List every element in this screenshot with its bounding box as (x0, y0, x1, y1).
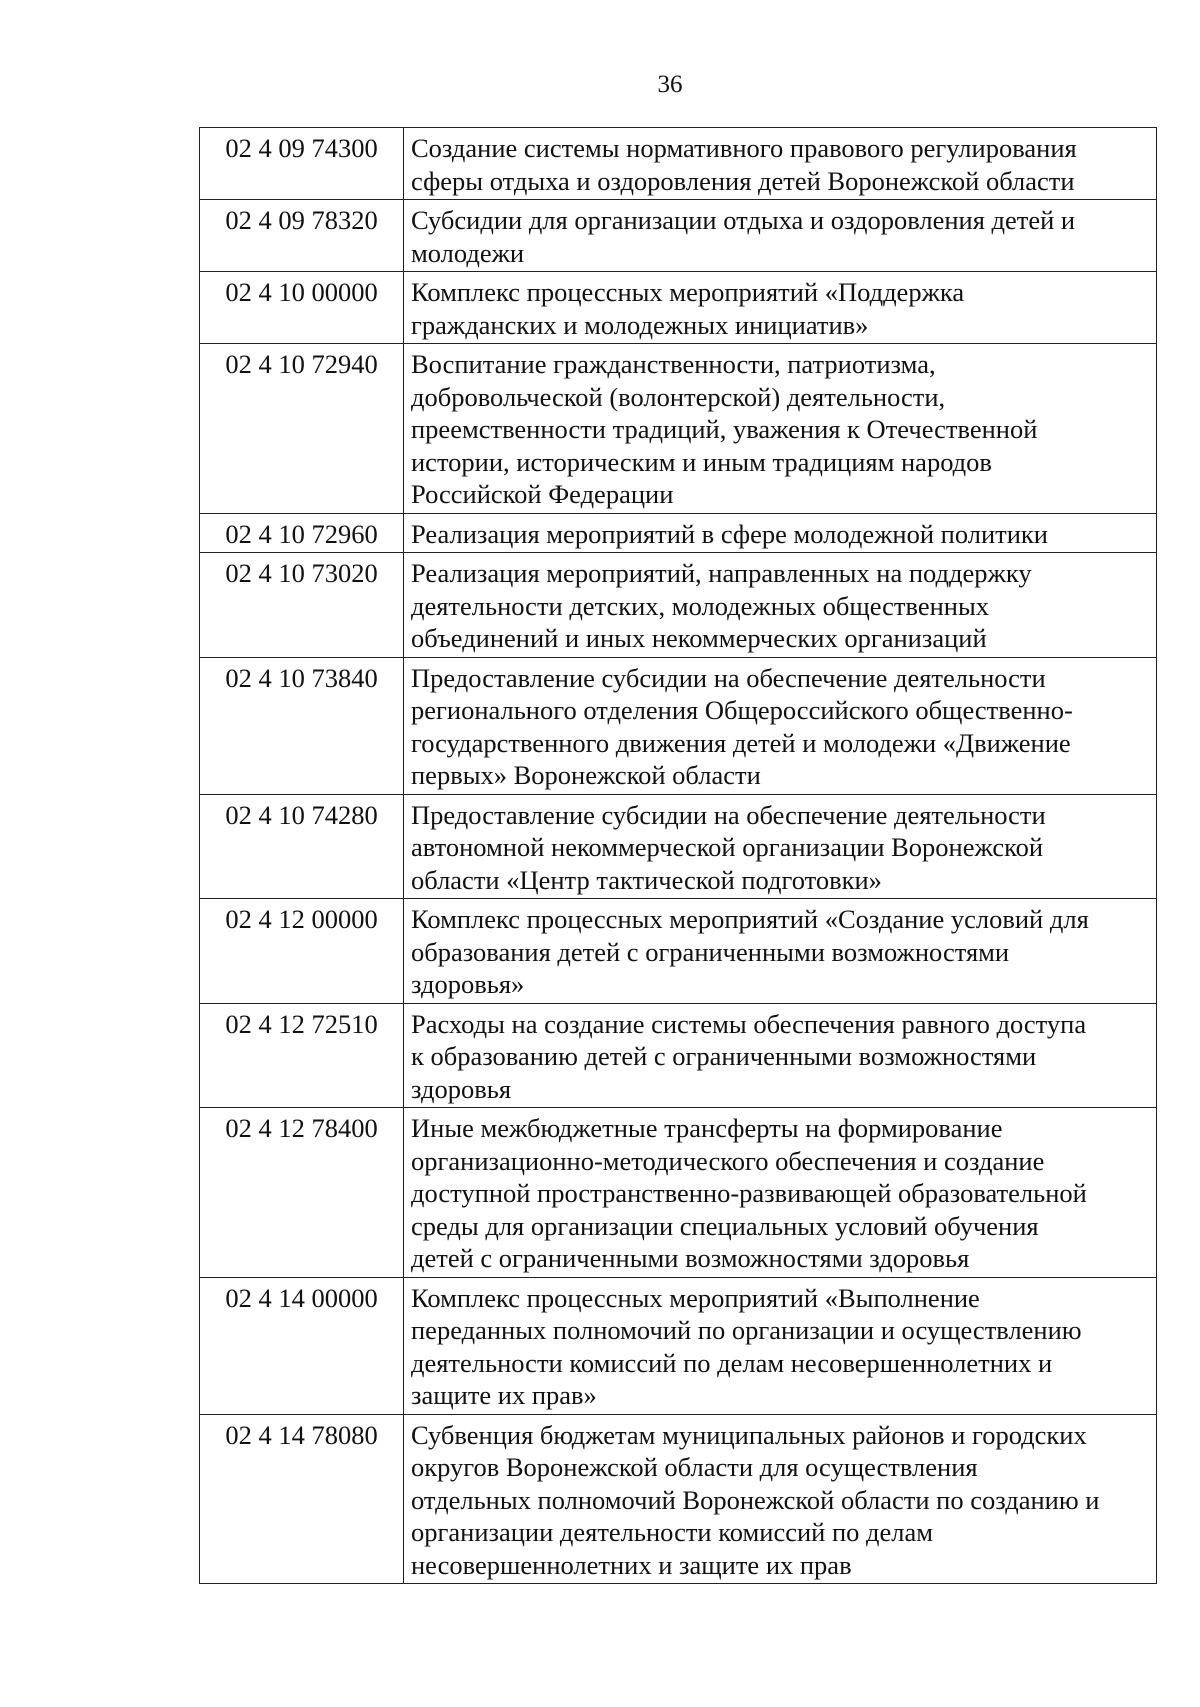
description-line: государственного движения детей и молодежи «Движение (411, 727, 1071, 758)
table-row (200, 513, 1157, 553)
description-line: округов Воронежской области для осуществления (411, 1452, 978, 1482)
row-code: 02 4 10 74280 (200, 794, 404, 899)
description-line: Комплекс процессных мероприятий «Выполнение (411, 1282, 980, 1313)
description-line: детей с ограниченными возможностями здоровья (411, 1243, 970, 1273)
description-line: истории, историческим и иным традициям народов (411, 446, 992, 477)
description-line: автономной некоммерческой организации Воронежской (411, 832, 1044, 862)
table-row (200, 1003, 1157, 1108)
description-line: Реализация мероприятий в сфере молодежной политики (411, 518, 1048, 549)
row-description (404, 794, 1157, 899)
description-line: образования детей с ограниченными возможностями (411, 936, 1010, 967)
table-row (200, 1414, 1157, 1584)
description-line: добровольческой (волонтерской) деятельности, (411, 381, 946, 412)
table-row (200, 344, 1157, 514)
table-row (200, 553, 1157, 658)
budget-classification-table (199, 127, 1157, 1584)
description-line: области «Центр тактической подготовки» (411, 864, 882, 895)
row-description (404, 200, 1157, 272)
description-line: сферы отдыха и оздоровления детей Воронежской области (411, 165, 1075, 196)
description-line: Предоставление субсидии на обеспечение деятельности (411, 799, 1046, 830)
description-line: среды для организации специальных условий обучения (411, 1210, 1039, 1241)
description-line: Российской Федерации (411, 479, 674, 509)
description-line: доступной пространственно-развивающей образовательной (411, 1178, 1087, 1208)
row-code: 02 4 10 73020 (200, 553, 404, 658)
description-line: гражданских и молодежных инициатив» (411, 309, 869, 340)
row-description (404, 272, 1157, 344)
description-line: здоровья (411, 1073, 512, 1104)
description-line: отдельных полномочий Воронежской области по созданию и (411, 1484, 1100, 1515)
row-description (404, 657, 1157, 794)
row-description (404, 553, 1157, 658)
description-line: Иные межбюджетные трансферты на формирование (411, 1113, 1003, 1143)
row-description (404, 1003, 1157, 1108)
description-line: Воспитание гражданственности, патриотизма, (411, 349, 936, 379)
description-line: Предоставление субсидии на обеспечение деятельности (411, 662, 1046, 693)
table-row (200, 794, 1157, 899)
description-line: переданных полномочий по организации и осуществлению (411, 1315, 1082, 1345)
description-line: регионального отделения Общероссийского общественно- (411, 695, 1073, 725)
table-row (200, 1277, 1157, 1414)
row-code: 02 4 12 00000 (200, 899, 404, 1004)
table-row (200, 272, 1157, 344)
description-line: деятельности детских, молодежных общественных (411, 590, 990, 621)
description-line: организации деятельности комиссий по делам (411, 1517, 934, 1547)
description-line: Создание системы нормативного правового регулирования (411, 133, 1077, 163)
table-row (200, 1108, 1157, 1278)
description-line: защите их прав» (411, 1380, 597, 1410)
row-code: 02 4 10 72960 (200, 513, 404, 553)
row-code: 02 4 12 78400 (200, 1108, 404, 1278)
table-row (200, 200, 1157, 272)
row-description (404, 899, 1157, 1004)
description-line: к образованию детей с ограниченными возможностями (411, 1041, 1037, 1071)
row-description (404, 344, 1157, 514)
table-row (200, 899, 1157, 1004)
description-line: несовершеннолетних и защите их прав (411, 1549, 852, 1580)
row-code: 02 4 10 73840 (200, 657, 404, 794)
row-code: 02 4 09 78320 (200, 200, 404, 272)
description-line: организационно-методического обеспечения и создание (411, 1145, 1045, 1176)
description-line: здоровья» (411, 969, 525, 999)
description-line: Субсидии для организации отдыха и оздоровления детей и (411, 205, 1076, 235)
row-description (404, 1277, 1157, 1414)
description-line: Субвенция бюджетам муниципальных районов и городских (411, 1419, 1087, 1450)
description-line: молодежи (411, 237, 525, 268)
row-description (404, 1108, 1157, 1278)
description-line: деятельности комиссий по делам несовершеннолетних и (411, 1347, 1053, 1378)
description-line: Комплекс процессных мероприятий «Создание условий для (411, 904, 1089, 934)
row-code: 02 4 14 78080 (200, 1414, 404, 1584)
row-code: 02 4 10 00000 (200, 272, 404, 344)
row-description (404, 1414, 1157, 1584)
description-line: Комплекс процессных мероприятий «Поддержка (411, 277, 965, 307)
description-line: Расходы на создание системы обеспечения равного доступа (411, 1008, 1087, 1039)
table-body (200, 128, 1157, 1584)
description-line: преемственности традиций, уважения к Отечественной (411, 414, 1038, 444)
row-description (404, 513, 1157, 553)
page-number: 36 (657, 71, 683, 98)
description-line: Реализация мероприятий, направленных на поддержку (411, 558, 1032, 588)
row-code: 02 4 14 00000 (200, 1277, 404, 1414)
description-line: первых» Воронежской области (411, 760, 761, 790)
row-code: 02 4 09 74300 (200, 128, 404, 200)
table-row (200, 128, 1157, 200)
table-row (200, 657, 1157, 794)
row-code: 02 4 10 72940 (200, 344, 404, 514)
row-code: 02 4 12 72510 (200, 1003, 404, 1108)
description-line: объединений и иных некоммерческих организаций (411, 623, 987, 653)
row-description (404, 128, 1157, 200)
